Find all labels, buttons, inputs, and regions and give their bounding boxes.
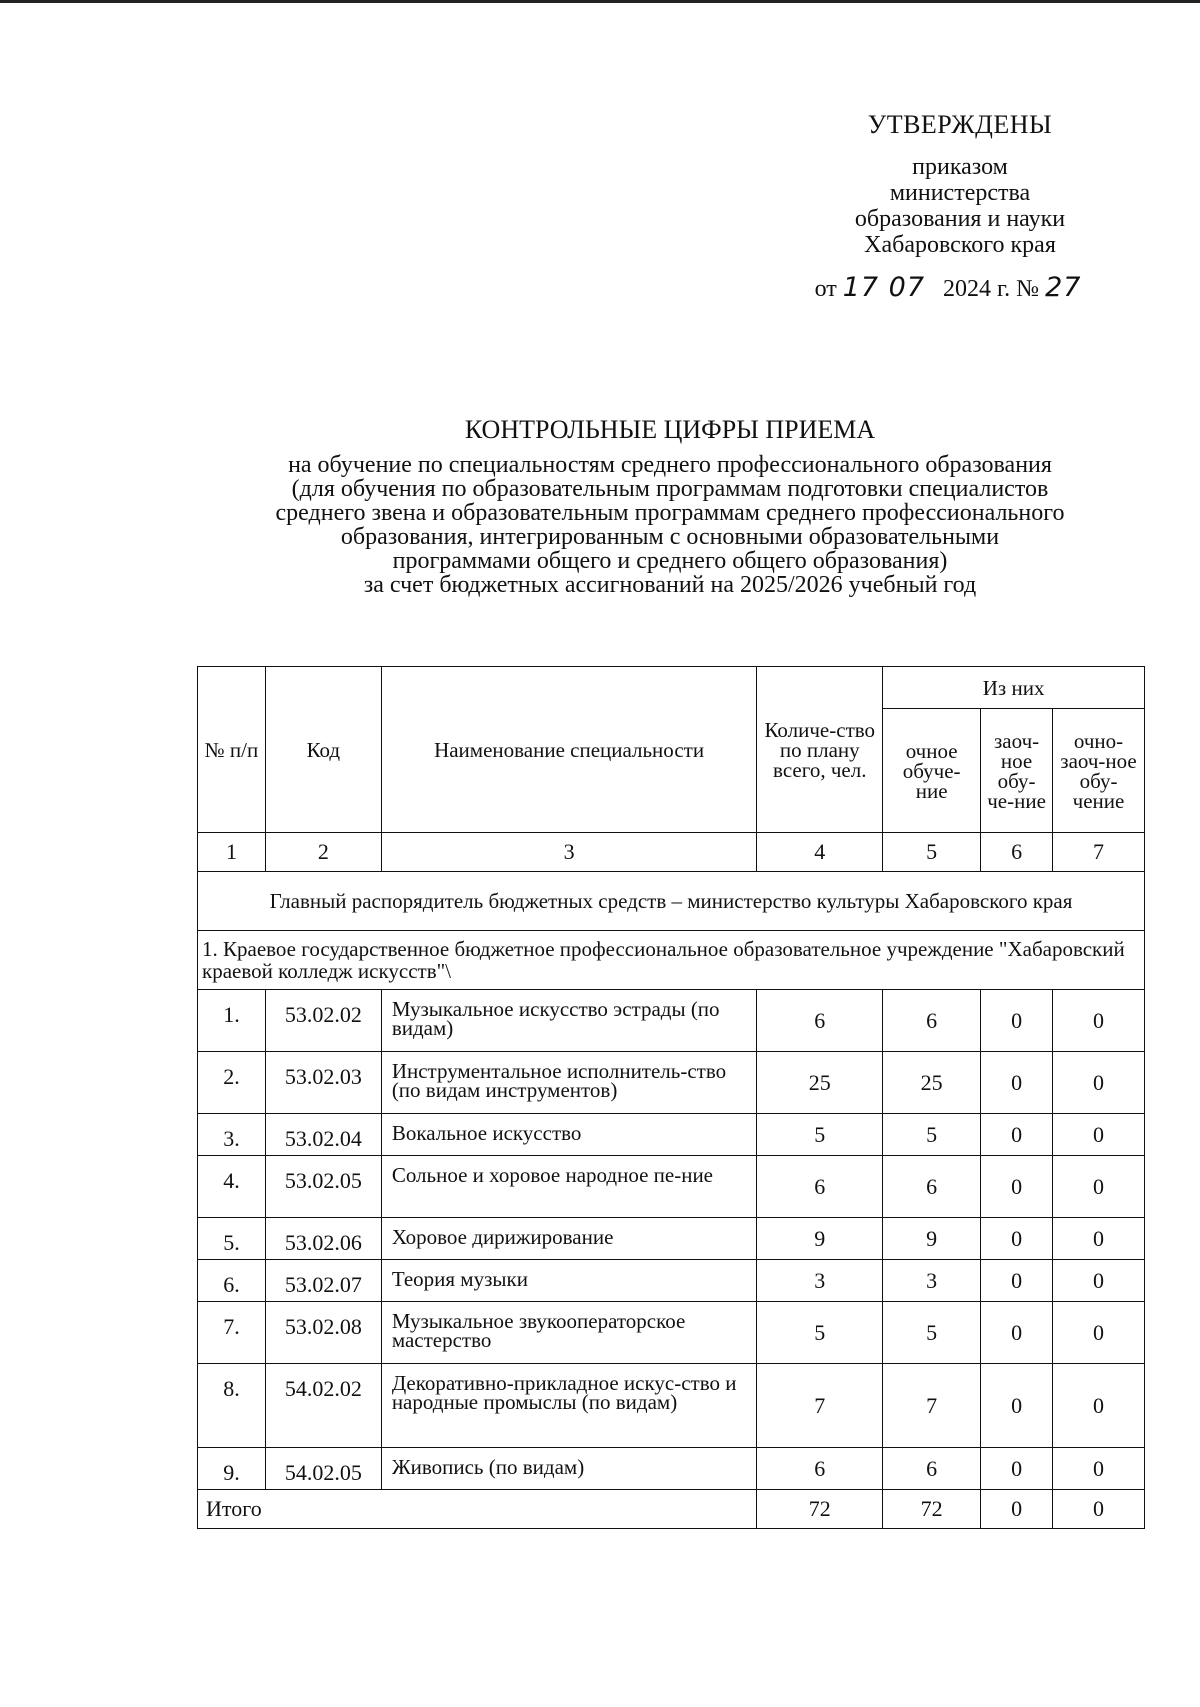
table-row: [198, 1448, 1145, 1490]
row-code: 54.02.02: [265, 1364, 381, 1448]
header-total: Количе-ство по плану всего, чел.: [757, 667, 883, 833]
row-extramural: 0: [981, 1052, 1053, 1114]
institution-row: [198, 931, 1145, 990]
column-number: 2: [265, 833, 381, 872]
row-part-time: 0: [1053, 1218, 1145, 1260]
institution-name: 1. Краевое государственное бюджетное профессиональное образовательное учреждение "Хабаровский краевой колледж искусств"\: [198, 931, 1145, 990]
title-line: (для обучения по образовательным программам подготовки специалистов: [291, 476, 1049, 502]
date-prefix: от: [814, 276, 837, 302]
row-code: 53.02.08: [265, 1302, 381, 1364]
row-index: 6.: [198, 1260, 266, 1302]
title-line: на обучение по специальностям среднего профессионального образования: [288, 452, 1052, 478]
row-code: 53.02.03: [265, 1052, 381, 1114]
budget-manager-row: [198, 872, 1145, 931]
row-extramural: 0: [981, 1364, 1053, 1448]
table-row: [198, 1218, 1145, 1260]
table-row: [198, 990, 1145, 1052]
table-row: [198, 1156, 1145, 1218]
row-total: 7: [757, 1364, 883, 1448]
table-row: [198, 1052, 1145, 1114]
total-row: [198, 1490, 1145, 1529]
approval-line: образования и науки: [854, 206, 1066, 232]
row-index: 9.: [198, 1448, 266, 1490]
approval-stamp: [814, 110, 1100, 303]
row-name: Сольное и хоровое народное пе-ние: [381, 1156, 757, 1218]
row-code: 53.02.06: [265, 1218, 381, 1260]
row-extramural: 0: [981, 1260, 1053, 1302]
handwritten-date: 17 07: [842, 272, 926, 303]
table-row: [198, 1364, 1145, 1448]
total-label: Итого: [198, 1490, 757, 1529]
row-extramural: 0: [981, 1302, 1053, 1364]
row-total: 3: [757, 1260, 883, 1302]
header-extramural: заоч-ное обу-че-ние: [981, 709, 1053, 833]
column-number: 6: [981, 833, 1053, 872]
row-part-time: 0: [1053, 990, 1145, 1052]
header-part-time: очно-заоч-ное обу-чение: [1053, 709, 1145, 833]
row-extramural: 0: [981, 1114, 1053, 1156]
row-extramural: 0: [981, 1218, 1053, 1260]
header-of-them: Из них: [883, 667, 1145, 709]
total-value: 72: [757, 1490, 883, 1529]
column-number: 3: [381, 833, 757, 872]
row-code: 54.02.05: [265, 1448, 381, 1490]
table-row: [198, 1114, 1145, 1156]
row-full-time: 5: [883, 1302, 981, 1364]
row-code: 53.02.07: [265, 1260, 381, 1302]
row-full-time: 6: [883, 1156, 981, 1218]
row-name: Хоровое дирижирование: [381, 1218, 757, 1260]
handwritten-number: 27: [1045, 272, 1082, 303]
row-total: 6: [757, 990, 883, 1052]
row-code: 53.02.05: [265, 1156, 381, 1218]
row-code: 53.02.04: [265, 1114, 381, 1156]
column-number: 7: [1053, 833, 1145, 872]
row-full-time: 5: [883, 1114, 981, 1156]
row-name: Живопись (по видам): [381, 1448, 757, 1490]
approval-line: Хабаровского края: [864, 232, 1056, 258]
header-name: Наименование специальности: [381, 667, 757, 833]
row-extramural: 0: [981, 990, 1053, 1052]
row-part-time: 0: [1053, 1156, 1145, 1218]
total-extramural: 0: [981, 1490, 1053, 1529]
row-total: 6: [757, 1156, 883, 1218]
header-num: № п/п: [198, 667, 266, 833]
column-number: 1: [198, 833, 266, 872]
row-part-time: 0: [1053, 1052, 1145, 1114]
row-total: 25: [757, 1052, 883, 1114]
row-index: 5.: [198, 1218, 266, 1260]
title-line: образования, интегрированным с основными образовательными: [340, 524, 1000, 550]
total-full-time: 72: [883, 1490, 981, 1529]
row-name: Декоративно-прикладное искус-ство и народные промыслы (по видам): [381, 1364, 757, 1448]
header-code: Код: [265, 667, 381, 833]
document-title-block: [195, 415, 1145, 597]
row-name: Музыкальное искусство эстрады (по видам): [381, 990, 757, 1052]
row-full-time: 3: [883, 1260, 981, 1302]
approval-year: 2024 г. №: [943, 276, 1040, 302]
row-extramural: 0: [981, 1156, 1053, 1218]
approval-date-line: [808, 272, 1088, 303]
row-full-time: 25: [883, 1052, 981, 1114]
row-index: 4.: [198, 1156, 266, 1218]
budget-manager: Главный распорядитель бюджетных средств – министерство культуры Хабаровского края: [198, 872, 1145, 931]
row-total: 5: [757, 1302, 883, 1364]
row-part-time: 0: [1053, 1302, 1145, 1364]
row-name: Вокальное искусство: [381, 1114, 757, 1156]
document-title: КОНТРОЛЬНЫЕ ЦИФРЫ ПРИЕМА: [464, 415, 876, 444]
header-full-time: очное обуче-ние: [883, 709, 981, 833]
title-line: среднего звена и образовательным программам среднего профессионального: [275, 500, 1065, 526]
approval-line: министерства: [889, 180, 1031, 206]
row-total: 6: [757, 1448, 883, 1490]
row-index: 8.: [198, 1364, 266, 1448]
row-total: 9: [757, 1218, 883, 1260]
row-part-time: 0: [1053, 1364, 1145, 1448]
row-full-time: 9: [883, 1218, 981, 1260]
row-part-time: 0: [1053, 1260, 1145, 1302]
row-name: Музыкальное звукооператорское мастерство: [381, 1302, 757, 1364]
scan-edge-line: [0, 0, 1200, 3]
approval-line: приказом: [912, 154, 1008, 180]
row-index: 1.: [198, 990, 266, 1052]
table-row: [198, 1302, 1145, 1364]
table-row: [198, 1260, 1145, 1302]
row-full-time: 6: [883, 1448, 981, 1490]
title-line: за счет бюджетных ассигнований на 2025/2026 учебный год: [363, 572, 977, 598]
row-index: 7.: [198, 1302, 266, 1364]
row-full-time: 7: [883, 1364, 981, 1448]
title-line: программами общего и среднего общего образования): [392, 548, 948, 574]
total-part-time: 0: [1053, 1490, 1145, 1529]
row-total: 5: [757, 1114, 883, 1156]
column-number: 4: [757, 833, 883, 872]
row-index: 3.: [198, 1114, 266, 1156]
row-name: Инструментальное исполнитель-ство (по видам инструментов): [381, 1052, 757, 1114]
row-full-time: 6: [883, 990, 981, 1052]
approval-heading: УТВЕРЖДЕНЫ: [867, 110, 1053, 139]
row-code: 53.02.02: [265, 990, 381, 1052]
column-number: 5: [883, 833, 981, 872]
row-index: 2.: [198, 1052, 266, 1114]
column-number-row: [198, 833, 1145, 872]
admission-table: [197, 666, 1145, 1529]
row-extramural: 0: [981, 1448, 1053, 1490]
row-name: Теория музыки: [381, 1260, 757, 1302]
row-part-time: 0: [1053, 1114, 1145, 1156]
row-part-time: 0: [1053, 1448, 1145, 1490]
